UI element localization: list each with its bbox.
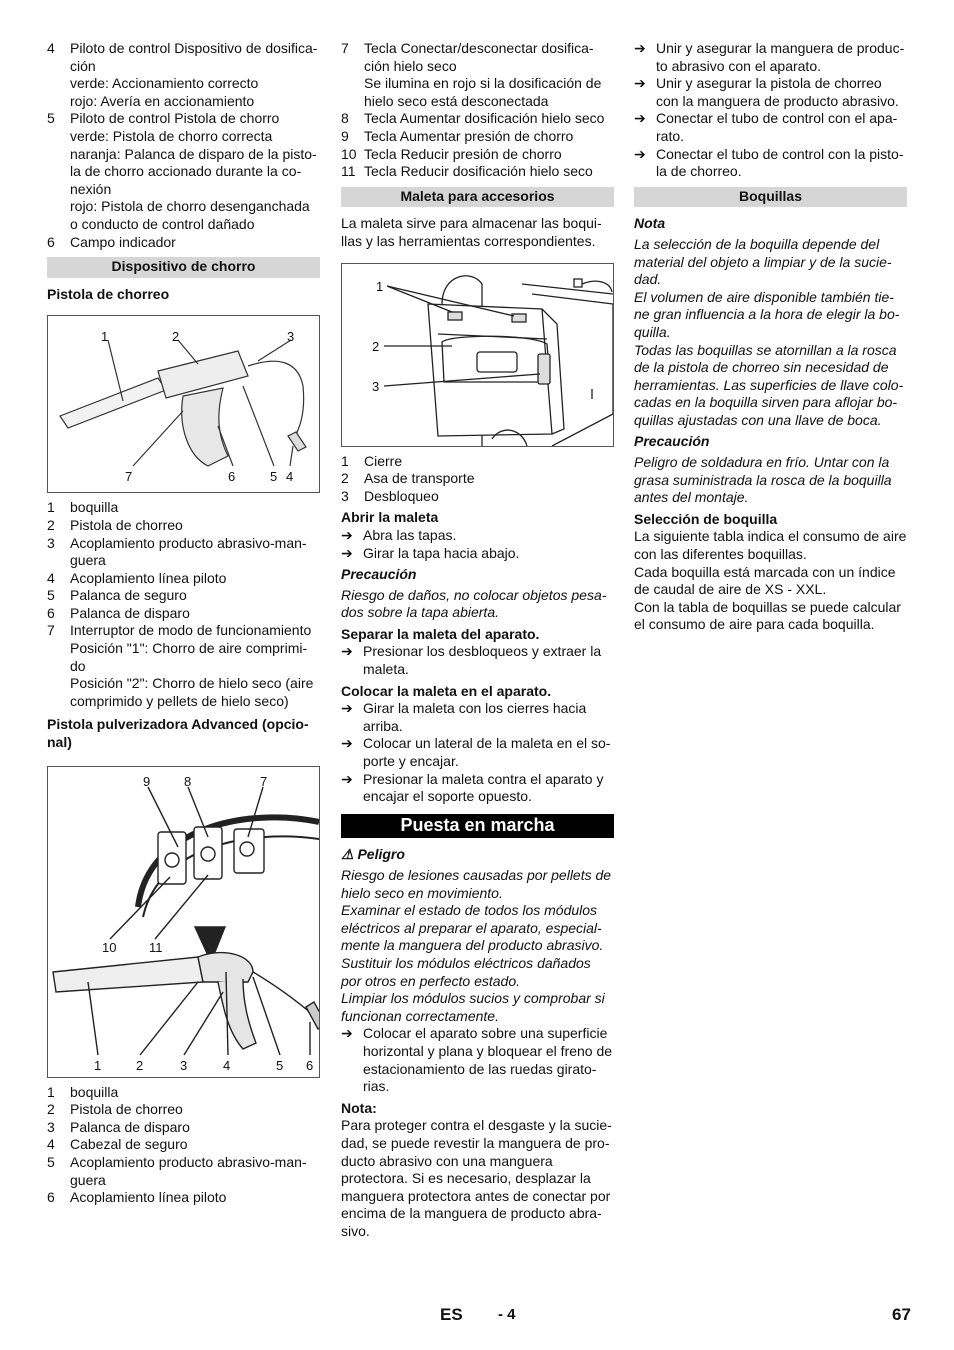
list-item-number: 1 <box>47 499 55 516</box>
paragraph: Examinar el estado de todos los módulos eléctricos al preparar el aparato, especial-mente la manguera del producto abrasivo. Sustituir los módulos eléctricos dañados por otros en perfecto estado. <box>341 902 604 989</box>
list-item-number <box>47 93 70 111</box>
list-item <box>47 1189 320 1207</box>
list-item <box>47 93 320 111</box>
list-item-text: Tecla Aumentar dosificación hielo seco <box>364 110 605 127</box>
danger-text <box>341 867 614 1025</box>
list-item-text: Tecla Reducir dosificación hielo seco <box>364 163 593 180</box>
separate-case-steps <box>341 643 614 678</box>
fig2-label-2: 2 <box>136 1057 144 1073</box>
footer-language: ES <box>440 1305 463 1324</box>
footer-page-number: 67 <box>892 1305 911 1324</box>
arrow-icon: ➔ <box>341 735 353 752</box>
list-item <box>341 110 614 128</box>
heading-separate-case: Separar la maleta del aparato. <box>341 625 540 642</box>
list-item-text: Interruptor de modo de funcionamiento <box>70 622 312 639</box>
list-item-text: Acoplamiento línea piloto <box>70 569 227 586</box>
paragraph: Limpiar los módulos sucios y comprobar si funcionan correctamente. <box>341 990 605 1024</box>
paragraph: El volumen de aire disponible también tie-ne gran influencia a la hora de elegir la bo-quilla. <box>634 288 900 340</box>
list-item-number: 9 <box>341 127 349 144</box>
list-item <box>341 146 614 164</box>
list-item-number: 3 <box>47 1118 55 1135</box>
list-item-text: Acoplamiento línea piloto <box>70 1189 227 1206</box>
fig2-label-10: 10 <box>102 939 117 955</box>
footer-subpage: - 4 <box>498 1306 516 1323</box>
list-item <box>341 163 614 181</box>
heading-caution: Precaución <box>341 566 417 583</box>
list-item-number: 10 <box>341 145 357 162</box>
list-item-number: 4 <box>47 1136 55 1153</box>
list-item-text: Asa de transporte <box>364 470 475 487</box>
caution-text: Riesgo de daños, no colocar objetos pesa-dos sobre la tapa abierta. <box>341 586 607 621</box>
list-item <box>47 1119 320 1137</box>
list-item <box>47 1084 320 1102</box>
instruction-step <box>634 40 907 75</box>
instruction-step-text: Abra las tapas. <box>363 526 457 543</box>
arrow-icon: ➔ <box>341 643 353 660</box>
instruction-step <box>341 527 614 545</box>
case-legend <box>341 453 614 506</box>
list-item-number <box>47 128 70 146</box>
nozzle-caution-text: Peligro de soldadura en frío. Untar con la grasa suministrada la rosca de la boquilla antes del montaje. <box>634 454 892 506</box>
figure-advanced-gun <box>47 766 320 1078</box>
section-accessory-case: Maleta para accesorios <box>341 187 614 208</box>
fig2-label-5: 5 <box>276 1057 284 1073</box>
list-item <box>47 198 320 233</box>
fig3-label-3: 3 <box>372 378 380 394</box>
heading-note: Nota: <box>341 1099 377 1116</box>
paragraph: La selección de la boquilla depende del material del objeto a limpiar y de la sucie-dad. <box>634 235 892 288</box>
list-item-number: 7 <box>341 40 349 56</box>
instruction-step-text: Colocar un lateral de la maleta en el so-porte y encajar. <box>363 735 611 770</box>
list-item-number: 4 <box>47 40 55 56</box>
list-item-text: Se ilumina en rojo si la dosificación de hielo seco está desconectada <box>364 75 602 109</box>
list-item-text: Piloto de control Pistola de chorro <box>70 110 280 127</box>
list-item-number <box>47 75 70 93</box>
fig2-label-6: 6 <box>306 1057 314 1073</box>
nota-text <box>634 236 907 430</box>
list-item-text: Acoplamiento producto abrasivo-man-guera <box>70 534 307 569</box>
page-footer <box>0 1306 954 1330</box>
blast-gun-drawing <box>48 316 319 492</box>
list-item <box>47 1101 320 1119</box>
advanced-gun-legend <box>47 1084 320 1207</box>
instruction-step-text: Conectar el tubo de control con el apa-rato. <box>656 110 898 144</box>
instruction-step <box>341 771 614 806</box>
list-item-number: 5 <box>47 1154 55 1170</box>
list-item <box>341 488 614 506</box>
list-item-number: 2 <box>47 1101 55 1118</box>
list-item <box>47 1136 320 1154</box>
arrow-icon: ➔ <box>341 700 353 717</box>
list-item-text: Palanca de seguro <box>70 587 187 604</box>
list-item <box>47 517 320 535</box>
connection-steps <box>634 40 907 181</box>
list-item-number: 2 <box>341 470 349 487</box>
list-item-number: 5 <box>47 587 55 604</box>
list-item-text: Posición "1": Chorro de aire comprimi-do <box>70 640 308 674</box>
fig1-label-6: 6 <box>228 469 236 485</box>
instruction-step-text: Girar la maleta con los cierres hacia arriba. <box>363 700 587 734</box>
arrow-icon: ➔ <box>634 110 646 127</box>
keys-list <box>341 40 614 181</box>
list-item-number: 8 <box>341 110 349 127</box>
list-item-text: rojo: Avería en accionamiento <box>70 92 255 109</box>
list-item <box>47 535 320 570</box>
instruction-step-text: Colocar el aparato sobre una superficie horizontal y plana y bloquear el freno de estacionamiento de las ruedas girato-rias. <box>363 1025 613 1095</box>
fig1-label-5: 5 <box>270 469 278 485</box>
list-item-number: 6 <box>47 1189 55 1206</box>
section-blast-device: Dispositivo de chorro <box>47 257 320 278</box>
indicator-list <box>47 40 320 251</box>
list-item-text: Acoplamiento producto abrasivo-man-guera <box>70 1154 307 1188</box>
blast-gun-legend <box>47 499 320 710</box>
heading-danger <box>341 846 614 864</box>
heading-blast-gun: Pistola de chorreo <box>47 285 170 302</box>
fig1-label-4: 4 <box>286 469 294 485</box>
arrow-icon: ➔ <box>341 770 353 787</box>
list-item-text: Pistola de chorreo <box>70 516 183 533</box>
advanced-gun-drawing <box>48 767 319 1077</box>
list-item-number: 6 <box>47 233 55 250</box>
list-item-number: 6 <box>47 604 55 621</box>
fig3-label-1: 1 <box>376 278 384 294</box>
instruction-step <box>341 1025 614 1095</box>
list-item <box>47 146 320 199</box>
instruction-step <box>341 700 614 735</box>
list-item-text: Tecla Reducir presión de chorro <box>364 145 562 162</box>
list-item <box>47 675 320 710</box>
instruction-step-text: Conectar el tubo de control con la pisto-la de chorreo. <box>656 145 904 180</box>
instruction-step <box>634 146 907 181</box>
list-item <box>47 1154 320 1189</box>
list-item-number <box>47 640 70 675</box>
arrow-icon: ➔ <box>634 75 646 92</box>
startup-steps <box>341 1025 614 1095</box>
paragraph: Riesgo de lesiones causadas por pellets de hielo seco en movimiento. <box>341 867 612 901</box>
heading-advanced-gun: Pistola pulverizadora Advanced (opcio-nal) <box>47 716 309 751</box>
instruction-step <box>634 75 907 110</box>
instruction-step-text: Girar la tapa hacia abajo. <box>363 544 520 561</box>
list-item-number: 2 <box>47 516 55 533</box>
figure-blast-gun <box>47 315 320 493</box>
list-item-number: 4 <box>47 569 55 586</box>
warning-icon: ⚠ <box>341 846 354 863</box>
fig2-label-9: 9 <box>143 773 151 789</box>
list-item-number: 7 <box>47 622 55 639</box>
list-item <box>47 622 320 640</box>
danger-heading-text: Peligro <box>357 846 405 863</box>
list-item <box>47 110 320 128</box>
fig3-label-2: 2 <box>372 338 380 354</box>
paragraph: Con la tabla de boquillas se puede calcular el consumo de aire para cada boquilla. <box>634 598 901 633</box>
case-intro: La maleta sirve para almacenar las boqui-llas y las herramientas correspondientes. <box>341 215 602 249</box>
heading-nota: Nota <box>634 215 666 232</box>
list-item-text: Palanca de disparo <box>70 1118 190 1135</box>
list-item-text: Campo indicador <box>70 233 176 250</box>
list-item-text: Tecla Aumentar presión de chorro <box>364 127 574 144</box>
instruction-step-text: Presionar los desbloqueos y extraer la maleta. <box>363 643 602 678</box>
list-item <box>47 640 320 675</box>
heading-caution-nozzle: Precaución <box>634 433 710 450</box>
list-item <box>47 499 320 517</box>
paragraph: Todas las boquillas se atornillan a la rosca de la pistola de chorreo sin necesidad de herramientas. Las superficies de llave colo-cadas en la boquilla sirven para aflojar bo-quillas ajustadas con una llave de boca. <box>634 341 904 428</box>
heading-place-case: Colocar la maleta en el aparato. <box>341 682 552 699</box>
list-item-text: Posición "2": Chorro de hielo seco (aire comprimido y pellets de hielo seco) <box>70 675 314 709</box>
list-item-text: Piloto de control Dispositivo de dosifica-ción <box>70 40 318 74</box>
column-middle <box>341 40 614 1240</box>
list-item <box>47 128 320 146</box>
list-item-number: 5 <box>47 110 55 127</box>
list-item-text: boquilla <box>70 1083 119 1100</box>
figure-accessory-case <box>341 263 614 447</box>
fig2-label-8: 8 <box>184 773 192 789</box>
fig2-label-1: 1 <box>94 1057 102 1073</box>
list-item <box>341 75 614 110</box>
instruction-step <box>341 643 614 678</box>
arrow-icon: ➔ <box>341 526 353 543</box>
section-startup: Puesta en marcha <box>341 814 614 839</box>
list-item-number <box>47 146 70 199</box>
instruction-step-text: Presionar la maleta contra el aparato y encajar el soporte opuesto. <box>363 770 604 805</box>
instruction-step-text: Unir y asegurar la manguera de produc-to abrasivo con el aparato. <box>656 40 905 74</box>
list-item-text: verde: Accionamiento correcto <box>70 75 259 92</box>
list-item <box>47 605 320 623</box>
list-item-text: naranja: Palanca de disparo de la pisto-la de chorro accionado durante la co-nexión <box>70 145 317 197</box>
list-item-number: 1 <box>341 452 349 469</box>
fig2-label-3: 3 <box>180 1057 188 1073</box>
list-item <box>47 75 320 93</box>
list-item-number: 11 <box>341 163 356 180</box>
list-item-number <box>47 675 70 710</box>
list-item-number <box>341 75 364 110</box>
instruction-step <box>341 545 614 563</box>
list-item-text: boquilla <box>70 499 119 516</box>
place-case-steps <box>341 700 614 806</box>
arrow-icon: ➔ <box>341 1025 353 1042</box>
list-item-text: Tecla Conectar/desconectar dosifica-ción hielo seco <box>364 40 594 74</box>
section-nozzles: Boquillas <box>634 187 907 208</box>
list-item-text: Desbloqueo <box>364 487 439 504</box>
fig1-label-7: 7 <box>125 469 133 485</box>
nozzle-selection-text <box>634 528 907 634</box>
list-item <box>47 40 320 75</box>
column-right <box>634 40 907 634</box>
column-left <box>47 40 320 1207</box>
list-item-number: 1 <box>47 1083 55 1100</box>
list-item <box>341 453 614 471</box>
arrow-icon: ➔ <box>634 145 646 162</box>
list-item <box>47 587 320 605</box>
list-item-text: Pistola de chorreo <box>70 1101 183 1118</box>
list-item <box>47 570 320 588</box>
fig1-label-1: 1 <box>101 329 109 345</box>
fig1-label-2: 2 <box>172 329 180 345</box>
list-item <box>47 234 320 252</box>
instruction-step <box>341 735 614 770</box>
list-item-text: Palanca de disparo <box>70 604 190 621</box>
list-item <box>341 470 614 488</box>
list-item-text: rojo: Pistola de chorro desenganchada o conducto de control dañado <box>70 198 310 232</box>
note-text: Para proteger contra el desgaste y la sucie-dad, se puede revestir la manguera de pro-ducto abrasivo con una manguera protectora. Si es necesario, desplazar la manguera protectora antes de conectar por encima de la manguera de producto abra-sivo. <box>341 1117 612 1239</box>
list-item <box>341 128 614 146</box>
list-item-number: 3 <box>47 534 55 551</box>
heading-nozzle-selection: Selección de boquilla <box>634 510 778 527</box>
arrow-icon: ➔ <box>341 544 353 561</box>
list-item <box>341 40 614 75</box>
list-item-text: Cierre <box>364 452 403 469</box>
list-item-number: 3 <box>341 487 349 504</box>
heading-open-case: Abrir la maleta <box>341 509 439 526</box>
open-case-steps <box>341 527 614 562</box>
paragraph: La siguiente tabla indica el consumo de aire con las diferentes boquillas. <box>634 528 907 563</box>
fig2-label-4: 4 <box>223 1057 231 1073</box>
fig2-label-7: 7 <box>260 773 268 789</box>
fig1-label-3: 3 <box>287 329 295 345</box>
instruction-step-text: Unir y asegurar la pistola de chorreo con la manguera de producto abrasivo. <box>656 75 899 109</box>
list-item-text: Cabezal de seguro <box>70 1136 188 1153</box>
instruction-step <box>634 110 907 145</box>
paragraph: Cada boquilla está marcada con un índice de caudal de aire de XS - XXL. <box>634 563 896 598</box>
fig2-label-11: 11 <box>149 939 163 955</box>
list-item-number <box>47 198 70 233</box>
arrow-icon: ➔ <box>634 40 646 56</box>
list-item-text: verde: Pistola de chorro correcta <box>70 127 273 144</box>
